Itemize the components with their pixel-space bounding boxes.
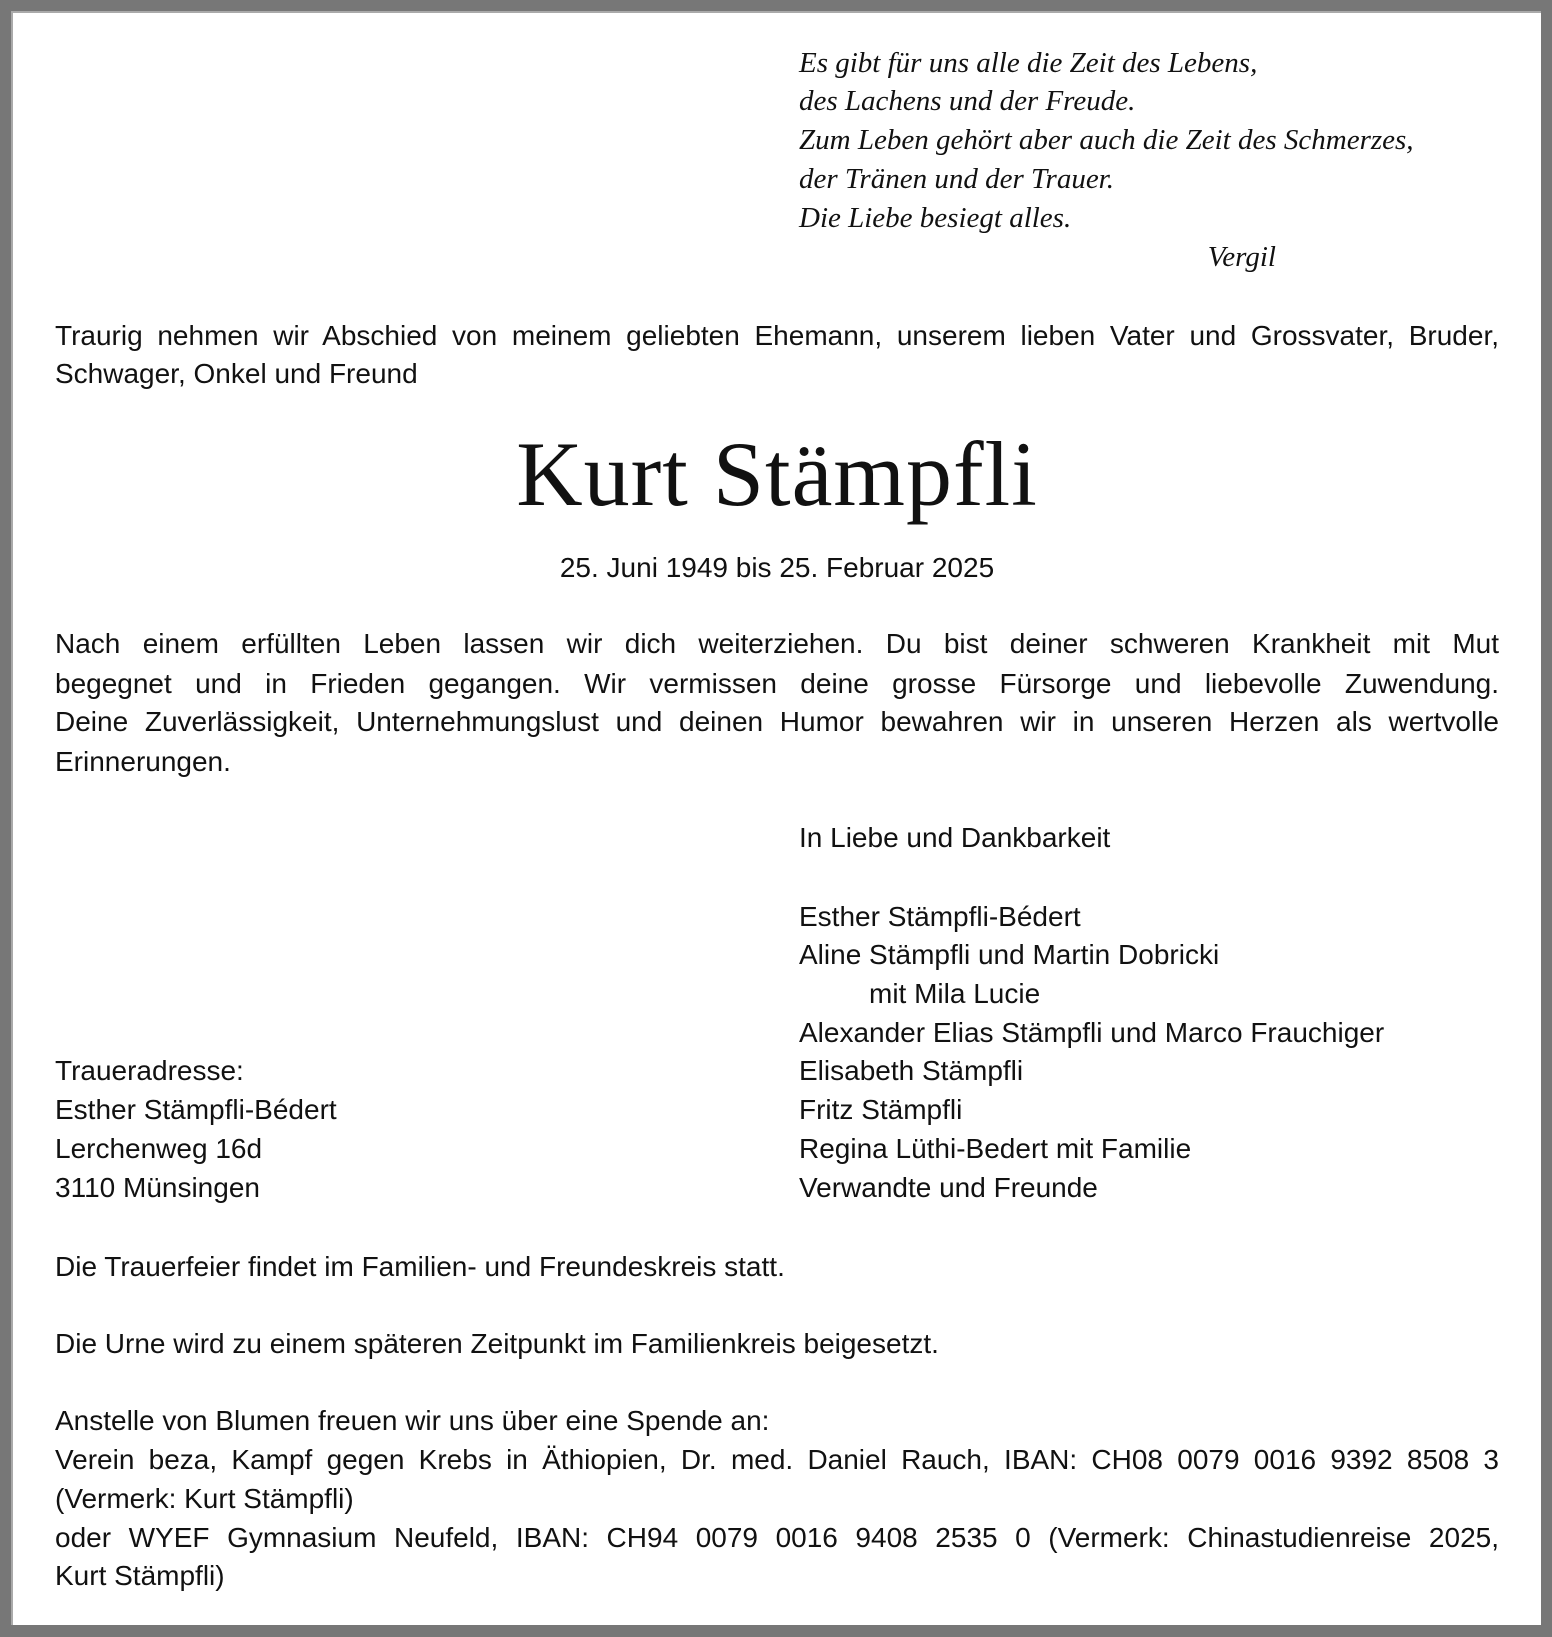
donation-line: Anstelle von Blumen freuen wir uns über eine Spende an: [55, 1405, 770, 1436]
mourner: Elisabeth Stämpfli [799, 1055, 1024, 1086]
message-line: Nach einem erfüllten Leben lassen wir dich weiterziehen. Du bist deiner schweren Krankheit mit Mut [55, 628, 1499, 659]
donation-line: (Vermerk: Kurt Stämpfli) [55, 1483, 354, 1514]
quote-line: Zum Leben gehört aber auch die Zeit des Schmerzes, [799, 124, 1414, 156]
message-line: Deine Zuverlässigkeit, Unternehmungslust und deinen Humor bewahren wir in unseren Herzen als wertvolle [55, 706, 1499, 737]
ceremony-note: Die Trauerfeier findet im Familien- und Freundeskreis statt. [55, 1251, 785, 1282]
urn-note: Die Urne wird zu einem späteren Zeitpunkt im Familienkreis beigesetzt. [55, 1328, 939, 1359]
deceased-name: Kurt Stämpfli [516, 423, 1038, 525]
mourner: mit Mila Lucie [869, 978, 1041, 1009]
quote-author: Vergil [1207, 241, 1276, 273]
message-line: Erinnerungen. [55, 746, 231, 777]
mourner: Regina Lüthi-Bedert mit Familie [799, 1133, 1192, 1164]
donation-line: oder WYEF Gymnasium Neufeld, IBAN: CH94 0079 0016 9408 2535 0 (Vermerk: Chinastudienreise 2025, [55, 1522, 1499, 1553]
address-line: Lerchenweg 16d [55, 1133, 263, 1164]
mourner: Aline Stämpfli und Martin Dobricki [799, 939, 1220, 970]
intro-line: Schwager, Onkel und Freund [55, 358, 418, 389]
obituary-page [11, 11, 1541, 1625]
mourner: Esther Stämpfli-Bédert [799, 901, 1081, 932]
mourner: Verwandte und Freunde [799, 1172, 1098, 1203]
donation-line: Verein beza, Kampf gegen Krebs in Äthiopien, Dr. med. Daniel Rauch, IBAN: CH08 0079 0016 9392 8508 3 [55, 1444, 1499, 1475]
quote-line: Es gibt für uns alle die Zeit des Lebens, [799, 47, 1258, 79]
mourner: Alexander Elias Stämpfli und Marco Frauchiger [799, 1017, 1385, 1048]
quote-line: Die Liebe besiegt alles. [799, 202, 1072, 234]
life-dates: 25. Juni 1949 bis 25. Februar 2025 [559, 552, 995, 583]
address-label: Traueradresse: [55, 1055, 244, 1086]
quote-line: der Tränen und der Trauer. [799, 163, 1115, 195]
quote-line: des Lachens und der Freude. [799, 85, 1136, 117]
closing: In Liebe und Dankbarkeit [799, 822, 1111, 853]
message-line: begegnet und in Frieden gegangen. Wir vermissen deine grosse Fürsorge und liebevolle Zuwendung. [55, 668, 1499, 699]
donation-line: Kurt Stämpfli) [55, 1560, 225, 1591]
address-line: 3110 Münsingen [55, 1172, 260, 1203]
address-line: Esther Stämpfli-Bédert [55, 1094, 337, 1125]
intro-line: Traurig nehmen wir Abschied von meinem geliebten Ehemann, unserem lieben Vater und Grossvater, Bruder, [55, 320, 1499, 351]
mourner: Fritz Stämpfli [799, 1094, 963, 1125]
